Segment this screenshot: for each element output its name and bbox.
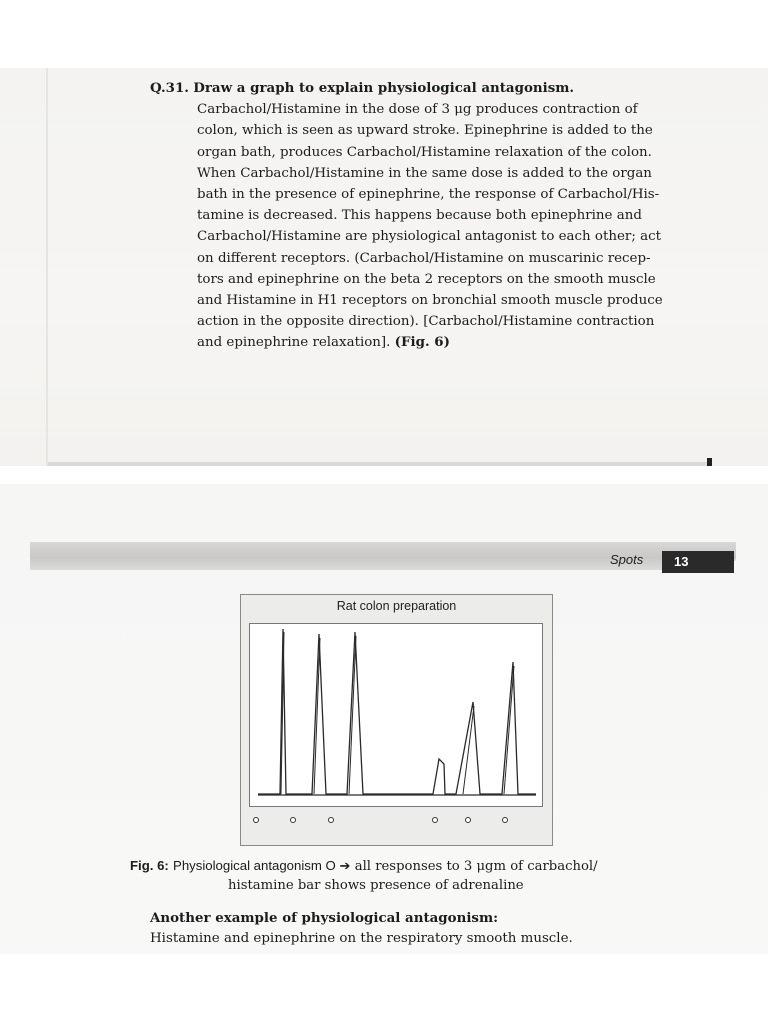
body-line-last (197, 332, 680, 353)
page-number-badge: 13 (662, 551, 734, 573)
running-header-section: Spots (610, 552, 644, 567)
figure-caption (130, 856, 690, 895)
kymograph-panel (249, 623, 543, 807)
figure-title: Rat colon preparation (336, 599, 457, 613)
question-body (150, 99, 680, 353)
another-example-heading: Another example of physiological antagonism: (150, 910, 499, 926)
body-line: When Carbachol/Histamine in the same dose is added to the organ (197, 165, 652, 181)
body-line: organ bath, produces Carbachol/Histamine relaxation of the colon. (197, 144, 652, 160)
question-title: Draw a graph to explain physiological antagonism. (193, 80, 575, 96)
response-trace (258, 629, 536, 794)
figure-frame (240, 594, 553, 846)
kymograph-trace (250, 624, 542, 806)
body-line: on different receptors. (Carbachol/Histamine on muscarinic recep- (197, 250, 651, 266)
body-line: Carbachol/Histamine are physiological antagonist to each other; act (197, 229, 661, 245)
body-line: bath in the presence of epinephrine, the response of Carbachol/His- (197, 187, 660, 203)
drug-marker-circle (432, 817, 438, 823)
drug-marker-circle (253, 817, 259, 823)
drug-marker-circle (290, 817, 296, 823)
body-line: colon, which is seen as upward stroke. Epinephrine is added to the (197, 123, 653, 139)
figure-label: Fig. 6: (130, 858, 169, 873)
body-line: and Histamine in H1 receptors on bronchial smooth muscle produce (197, 293, 663, 309)
top-page-scan (0, 68, 768, 466)
question-title-line (150, 78, 680, 99)
drug-marker-circle (502, 817, 508, 823)
caption-text-line2: histamine bar shows presence of adrenaline (228, 878, 524, 893)
caption-text-part2: all responses to 3 μgm of carbachol/ (354, 859, 598, 874)
caption-text-part1: Physiological antagonism O ➔ (173, 858, 351, 873)
drug-marker-circle (328, 817, 334, 823)
figure-reference: (Fig. 6) (394, 334, 450, 351)
body-line: and epinephrine relaxation]. (197, 335, 391, 351)
page-edge (46, 68, 48, 466)
body-line: Carbachol/Histamine in the dose of 3 μg produces contraction of (197, 102, 638, 118)
body-line: action in the opposite direction). [Carbachol/Histamine contraction (197, 314, 655, 330)
body-line: tamine is decreased. This happens because both epinephrine and (197, 208, 642, 224)
page-corner-mark (707, 458, 712, 466)
drug-marker-circle (465, 817, 471, 823)
body-line: tors and epinephrine on the beta 2 receptors on the smooth muscle (197, 271, 656, 287)
another-example-body: Histamine and epinephrine on the respiratory smooth muscle. (150, 931, 573, 946)
bottom-page-scan (0, 484, 768, 954)
page-bottom-edge (48, 462, 708, 466)
question-block (150, 78, 680, 354)
question-number: Q.31. (150, 80, 189, 96)
